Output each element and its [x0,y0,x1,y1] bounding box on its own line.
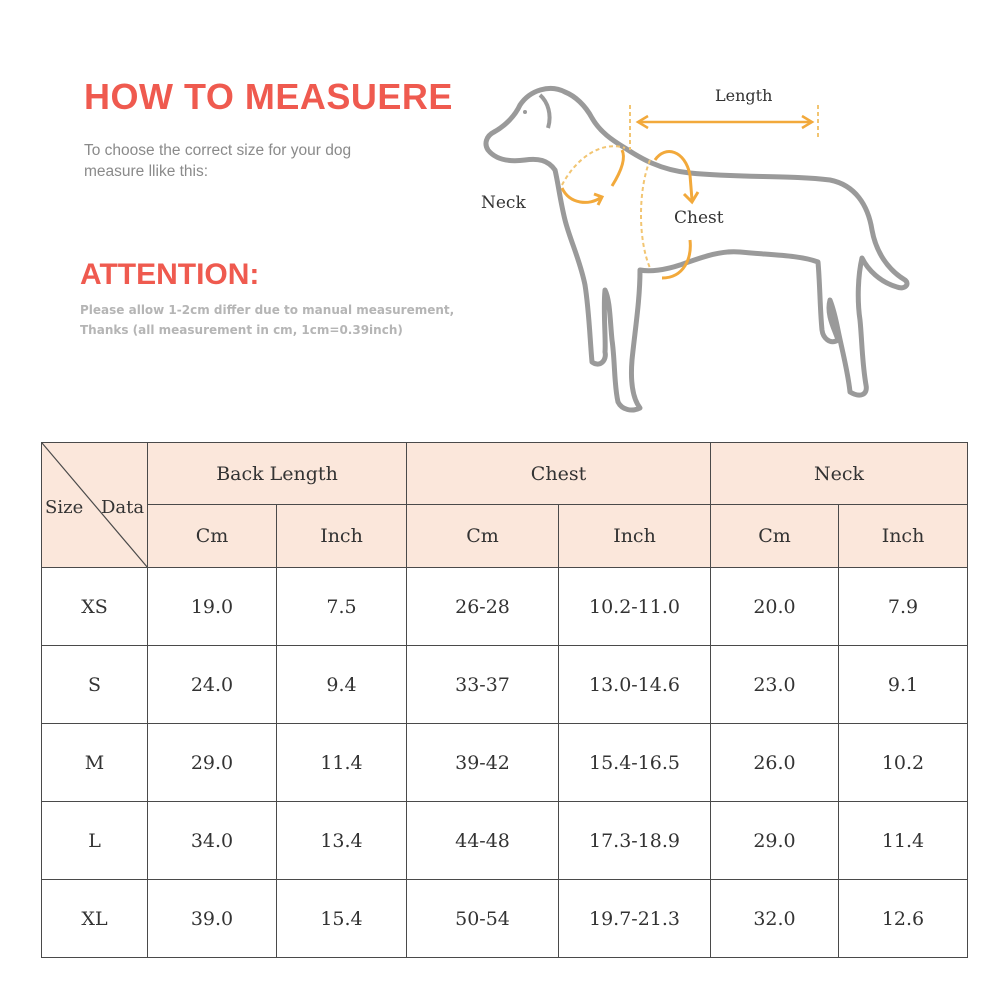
value-cell: 10.2-11.0 [559,568,711,646]
corner-size-label: Size [45,497,84,518]
value-cell: 44-48 [407,802,559,880]
unit-header: Cm [148,505,277,568]
chest-label: Chest [674,208,724,228]
value-cell: 17.3-18.9 [559,802,711,880]
subtitle-line: measure llike this: [84,163,209,180]
value-cell: 29.0 [711,802,839,880]
value-cell: 26-28 [407,568,559,646]
chest-arrow-top [655,152,692,200]
value-cell: 50-54 [407,880,559,958]
measurement-note [80,300,454,340]
value-cell: 7.9 [839,568,968,646]
value-cell: 15.4 [277,880,407,958]
table-row [42,646,968,724]
value-cell: 39.0 [148,880,277,958]
neck-label: Neck [481,193,526,213]
value-cell: 15.4-16.5 [559,724,711,802]
group-header-chest: Chest [407,443,711,505]
unit-header: Inch [839,505,968,568]
page-title: HOW TO MEASUERE [84,76,453,117]
table-header-units [42,505,968,568]
length-label: Length [715,86,773,105]
subtitle [84,140,414,182]
value-cell: 12.6 [839,880,968,958]
size-cell: L [42,802,148,880]
chest-arrow-bottom [662,240,690,278]
value-cell: 19.0 [148,568,277,646]
value-cell: 20.0 [711,568,839,646]
dog-eye [523,110,527,114]
dog-outline [486,88,907,410]
corner-data-label: Data [101,497,145,518]
note-line: Please allow 1-2cm differ due to manual measurement, [80,303,455,317]
value-cell: 39-42 [407,724,559,802]
value-cell: 32.0 [711,880,839,958]
unit-header: Inch [277,505,407,568]
size-data-corner [42,443,148,568]
dog-measurement-diagram [470,60,930,420]
size-chart-table [41,442,968,958]
neck-arrow [562,150,624,202]
size-cell: M [42,724,148,802]
value-cell: 33-37 [407,646,559,724]
subtitle-line: To choose the correct size for your dog [84,142,352,159]
unit-header: Inch [559,505,711,568]
value-cell: 19.7-21.3 [559,880,711,958]
value-cell: 13.0-14.6 [559,646,711,724]
unit-header: Cm [407,505,559,568]
value-cell: 23.0 [711,646,839,724]
size-cell: XL [42,880,148,958]
table-row [42,880,968,958]
chest-guide [641,160,650,268]
note-line: Thanks (all measurement in cm, 1cm=0.39inch) [80,323,403,337]
group-header-back-length: Back Length [148,443,407,505]
table-row [42,724,968,802]
value-cell: 34.0 [148,802,277,880]
value-cell: 29.0 [148,724,277,802]
value-cell: 11.4 [277,724,407,802]
table-row [42,568,968,646]
size-cell: XS [42,568,148,646]
size-cell: S [42,646,148,724]
table-row [42,802,968,880]
value-cell: 9.4 [277,646,407,724]
value-cell: 10.2 [839,724,968,802]
value-cell: 11.4 [839,802,968,880]
value-cell: 26.0 [711,724,839,802]
value-cell: 9.1 [839,646,968,724]
unit-header: Cm [711,505,839,568]
group-header-neck: Neck [711,443,968,505]
value-cell: 13.4 [277,802,407,880]
value-cell: 7.5 [277,568,407,646]
table-header-groups [42,443,968,505]
value-cell: 24.0 [148,646,277,724]
attention-heading: ATTENTION: [80,258,260,291]
dog-ear [540,95,550,128]
